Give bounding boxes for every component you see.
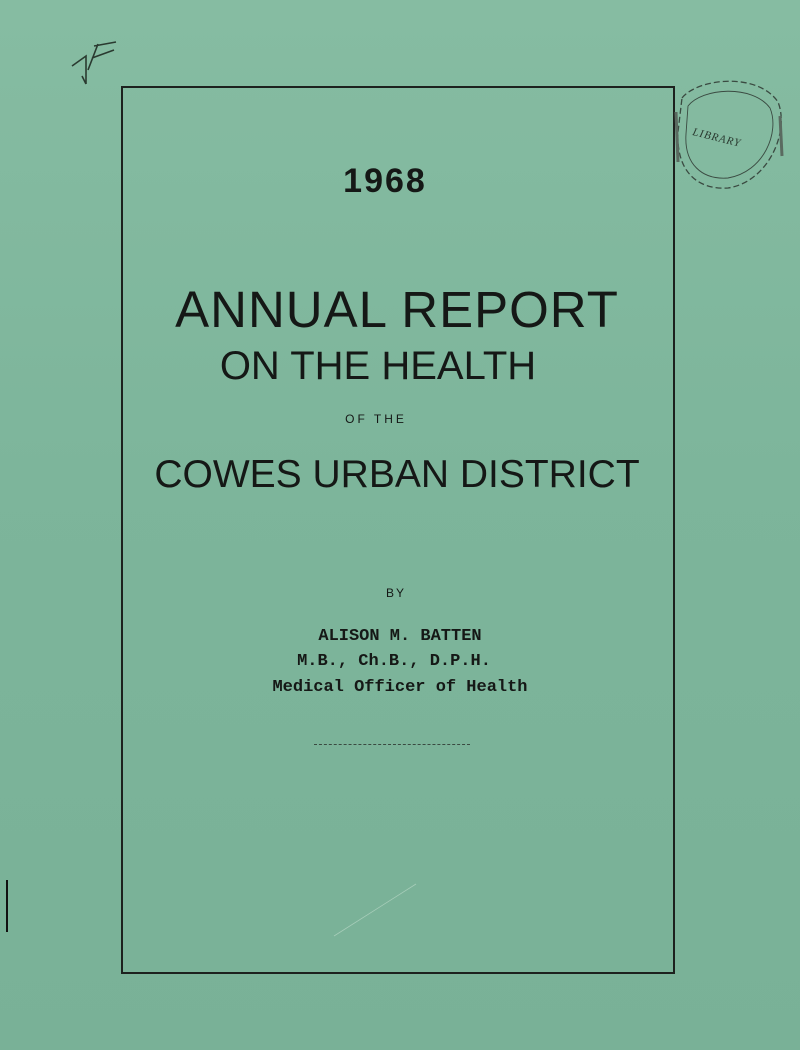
edge-mark xyxy=(6,880,8,932)
cover-frame xyxy=(121,86,675,974)
author-degrees: M.B., Ch.B., D.P.H. xyxy=(297,652,491,671)
district-name: COWES URBAN DISTRICT xyxy=(154,453,640,496)
author-role: Medical Officer of Health xyxy=(272,678,528,697)
report-subtitle: ON THE HEALTH xyxy=(219,344,537,388)
handwritten-mark-icon xyxy=(64,36,124,96)
by-label: BY xyxy=(385,586,406,600)
report-connector: OF THE xyxy=(345,412,407,426)
author-name: ALISON M. BATTEN xyxy=(318,627,482,646)
divider-line xyxy=(314,744,470,745)
paper-scratch xyxy=(330,880,420,940)
report-title: ANNUAL REPORT xyxy=(175,281,619,338)
stamp-label: LIBRARY xyxy=(691,126,743,150)
report-year: 1968 xyxy=(343,162,427,200)
